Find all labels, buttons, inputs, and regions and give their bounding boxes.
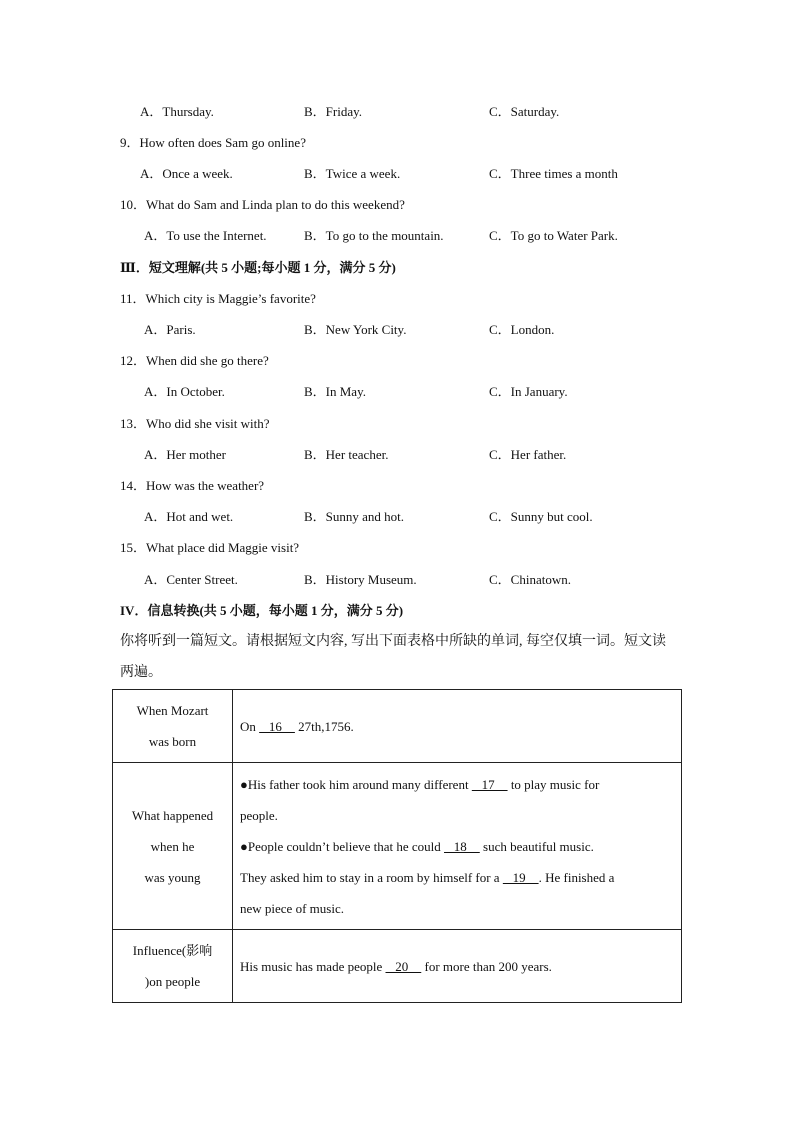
question-13 xyxy=(120,416,270,432)
blank-17: 17 xyxy=(471,776,508,792)
question-15 xyxy=(120,540,299,556)
q13-option-a: A．Her mother xyxy=(144,447,226,462)
label-line: )on people xyxy=(144,974,201,989)
content-text: people. xyxy=(240,807,278,823)
q15-option-c: C．Chinatown. xyxy=(489,572,571,587)
content-text: for more than 200 years. xyxy=(421,958,552,974)
question-12 xyxy=(120,353,269,369)
row-label-young xyxy=(113,763,233,930)
content-text: to play music for xyxy=(507,776,600,792)
question-text: When did she go there? xyxy=(146,353,269,368)
q12-option-a: A．In October. xyxy=(144,384,225,399)
q10-option-c: C．To go to Water Park. xyxy=(489,228,618,243)
question-text: How was the weather? xyxy=(146,478,265,493)
label-line: When Mozart xyxy=(136,703,209,718)
question-text: How often does Sam go online? xyxy=(139,135,306,150)
q9-option-b: B．Twice a week. xyxy=(304,166,401,181)
question-9 xyxy=(120,135,306,151)
question-number: 14． xyxy=(120,478,147,493)
q14-option-a: A．Hot and wet. xyxy=(144,509,234,524)
table-row xyxy=(113,690,682,763)
question-text: Which city is Maggie’s favorite? xyxy=(145,291,316,306)
row-label-influence xyxy=(113,930,233,1003)
question-number: 12． xyxy=(120,353,147,368)
content-text: They asked him to stay in a room by himself for a xyxy=(240,869,503,885)
question-number: 10． xyxy=(120,197,147,212)
q11-option-b: B．New York City. xyxy=(304,322,407,337)
row-content-influence xyxy=(233,930,682,1003)
q9-option-a: A．Once a week. xyxy=(140,166,233,181)
q12-option-b: B．In May. xyxy=(304,384,366,399)
label-line: was born xyxy=(148,734,197,749)
q10-option-b: B．To go to the mountain. xyxy=(304,228,444,243)
q9-option-c: C．Three times a month xyxy=(489,166,618,181)
blank-18: 18 xyxy=(444,838,480,854)
q13-option-c: C．Her father. xyxy=(489,447,567,462)
content-text: On xyxy=(240,718,260,734)
section-4-heading: IV．信息转换(共 5 小题，每小题 1 分，满分 5 分) xyxy=(120,603,404,618)
q8-option-b: B．Friday. xyxy=(304,104,363,119)
content-text: ●His father took him around many different xyxy=(240,776,472,792)
instruction-line-2: 两遍。 xyxy=(120,665,162,680)
q11-option-c: C．London. xyxy=(489,322,555,337)
question-number: 9． xyxy=(120,135,140,150)
question-number: 11． xyxy=(120,291,146,306)
blank-20: 20 xyxy=(385,958,422,974)
question-14 xyxy=(120,478,264,494)
content-text: 27th,1756. xyxy=(294,718,354,734)
question-11 xyxy=(120,291,316,307)
section-3-heading: Ⅲ．短文理解(共 5 小题;每小题 1 分，满分 5 分) xyxy=(120,260,396,275)
label-line: was young xyxy=(144,869,201,885)
blank-16: 16 xyxy=(259,718,295,734)
label-line: Influence(影响 xyxy=(132,943,213,958)
content-text: such beautiful music. xyxy=(479,838,594,854)
label-line: when he xyxy=(150,838,195,854)
q8-option-c: C．Saturday. xyxy=(489,104,560,119)
table-row xyxy=(113,930,682,1003)
q10-option-a: A．To use the Internet. xyxy=(144,228,267,243)
question-text: What place did Maggie visit? xyxy=(146,540,300,555)
q11-option-a: A．Paris. xyxy=(144,322,196,337)
q15-option-b: B．History Museum. xyxy=(304,572,417,587)
question-10 xyxy=(120,197,405,213)
row-label-born xyxy=(113,690,233,763)
question-number: 13． xyxy=(120,416,147,431)
q15-option-a: A．Center Street. xyxy=(144,572,238,587)
row-content-born xyxy=(233,690,682,763)
q12-option-c: C．In January. xyxy=(489,384,568,399)
question-text: What do Sam and Linda plan to do this weekend? xyxy=(146,197,405,212)
instruction-line-1: 你将听到一篇短文。请根据短文内容, 写出下面表格中所缺的单词, 每空仅填一词。短文读 xyxy=(120,634,666,649)
q14-option-c: C．Sunny but cool. xyxy=(489,509,593,524)
table-row xyxy=(113,763,682,930)
q14-option-b: B．Sunny and hot. xyxy=(304,509,405,524)
info-table xyxy=(112,689,682,1003)
content-text: ●People couldn’t believe that he could xyxy=(240,838,445,854)
content-text: His music has made people xyxy=(240,958,386,974)
row-content-young xyxy=(233,763,682,930)
question-number: 15． xyxy=(120,540,147,555)
content-text: . He finished a xyxy=(538,869,615,885)
q13-option-b: B．Her teacher. xyxy=(304,447,389,462)
content-text: new piece of music. xyxy=(240,900,344,916)
question-text: Who did she visit with? xyxy=(146,416,270,431)
blank-19: 19 xyxy=(502,869,539,885)
q8-option-a: A．Thursday. xyxy=(140,104,214,119)
label-line: What happened xyxy=(131,807,214,823)
